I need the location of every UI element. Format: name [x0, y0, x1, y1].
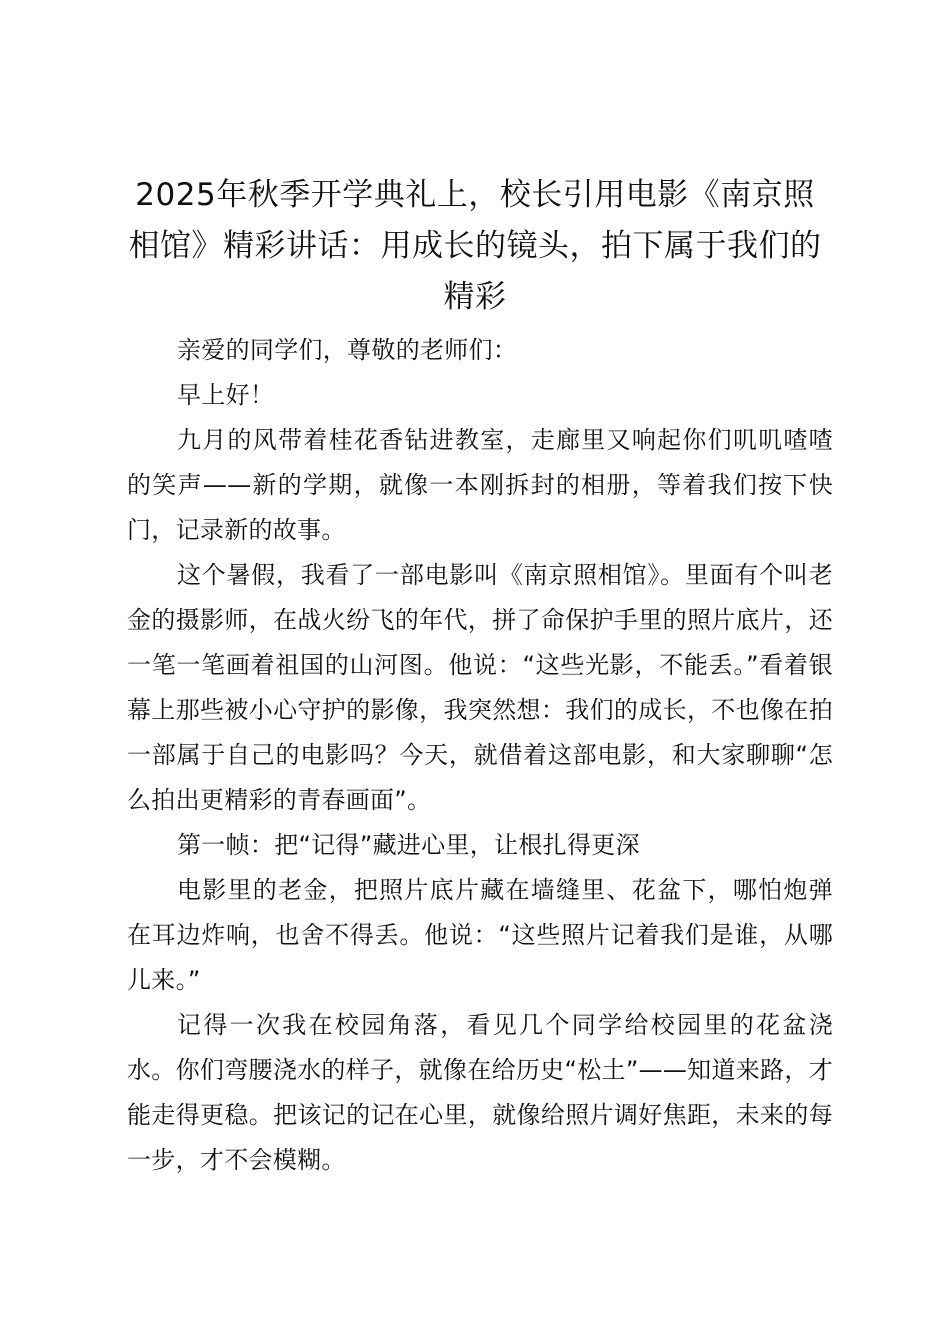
paragraph-opening: 九月的风带着桂花香钻进教室，走廊里又响起你们叽叽喳喳的笑声——新的学期，就像一本刚拆封的相册，等着我们按下快门，记录新的故事。 [127, 426, 833, 544]
paragraph-movie-intro: 这个暑假，我看了一部电影叫《南京照相馆》。里面有个叫老金的摄影师，在战火纷飞的年代，拼了命保护手里的照片底片，还一笔一笔画着祖国的山河图。他说：“这些光影，不能丢。”看着银幕上那些被小心守护的影像，我突然想：我们的成长，不也像在拍一部属于自己的电影吗？今天，就借着这部电影，和大家聊聊“怎么拍出更精彩的青春画面”。 [127, 561, 833, 814]
section-heading-first-frame: 第一帧：把“记得”藏进心里，让根扎得更深 [177, 831, 640, 859]
paragraph-old-jin: 电影里的老金，把照片底片藏在墙缝里、花盆下，哪怕炮弹在耳边炸响，也舍不得丢。他说：“这些照片记着我们是谁，从哪儿来。” [127, 876, 833, 994]
salutation: 亲爱的同学们，尊敬的老师们： [177, 336, 518, 364]
paragraph-campus-memory: 记得一次我在校园角落，看见几个同学给校园里的花盆浇水。你们弯腰浇水的样子，就像在给历史“松土”——知道来路，才能走得更稳。把该记的记在心里，就像给照片调好焦距，未来的每一步，才不会模糊。 [127, 1011, 833, 1174]
greeting: 早上好！ [177, 381, 275, 409]
document-body [127, 328, 833, 1183]
document-title: 2025年秋季开学典礼上，校长引用电影《南京照相馆》精彩讲话：用成长的镜头，拍下属于我们的精彩 [128, 177, 822, 315]
